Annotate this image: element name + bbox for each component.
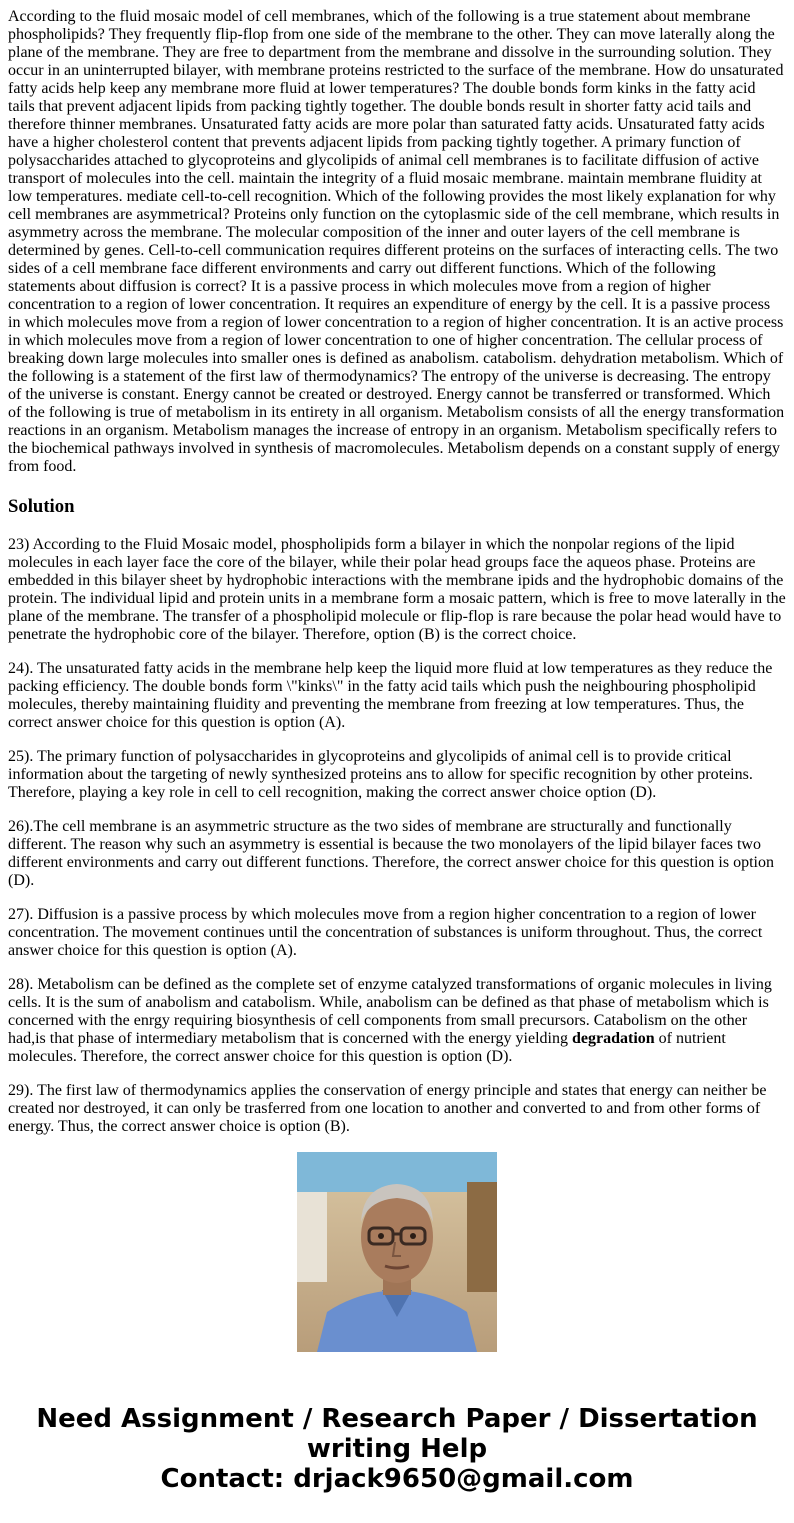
ad-line-1: Need Assignment / Research Paper / Dissertation <box>36 1404 758 1434</box>
answer-29: 29). The first law of thermodynamics applies the conservation of energy principle and states that energy can neither be created nor destroyed, it can only be trasferred from one location to another and converted to and from other forms of energy. Thus, the correct answer choice is option (B). <box>8 1082 767 1135</box>
document-body <box>8 8 786 1135</box>
answer-27: 27). Diffusion is a passive process by which molecules move from a region higher concentration to a region of lower concentration. The movement continues until the concentration of substances is uniform throughout. Thus, the correct answer choice for this question is option (A). <box>8 906 763 959</box>
answer-26: 26).The cell membrane is an asymmetric structure as the two sides of membrane are structurally and functionally different. The reason why such an asymmetry is essential is because the two monolayers of the lipid bilayer faces two different environments and carry out different functions. Therefore, the correct answer choice for this question is option (D). <box>8 818 774 889</box>
solution-heading: Solution <box>8 496 75 517</box>
answer-25: 25). The primary function of polysaccharides in glycoproteins and glycolipids of animal cell is to provide critical information about the targeting of newly synthesized proteins ans to allow for specific recognition by other proteins. Therefore, playing a key role in cell to cell recognition, making the correct answer choice option (D). <box>8 748 753 801</box>
ad-block <box>0 1152 794 1494</box>
ad-text <box>0 1404 794 1494</box>
answer-28-bold: degradation <box>572 1030 655 1047</box>
answer-24: 24). The unsaturated fatty acids in the membrane help keep the liquid more fluid at low temperatures as they reduce the packing efficiency. The double bonds form \"kinks\" in the fatty acid tails which push the neighbouring phospholipid molecules, thereby maintaining fluidity and preventing the membrane from freezing at low temperatures. Thus, the correct answer choice for this question is option (A). <box>8 660 773 731</box>
ad-contact: Contact: drjack9650@gmail.com <box>160 1464 634 1494</box>
answer-28 <box>8 976 786 1066</box>
avatar <box>297 1152 497 1352</box>
answer-28-text-end: of nutrient molecules. Therefore, the correct answer choice for this question is option (D). <box>8 1030 726 1065</box>
answer-28-text: 28). Metabolism can be defined as the complete set of enzyme catalyzed transformations of organic molecules in living cells. It is the sum of anabolism and catabolism. While, anabolism can be defined as that phase of metabolism which is concerned with the enrgy requiring biosynthesis of cell components from small precursors. Catabolism on the other had,is that phase of intermediary metabolism that is concerned with the energy yielding <box>8 976 772 1047</box>
answer-23: 23) According to the Fluid Mosaic model, phospholipids form a bilayer in which the nonpolar regions of the lipid molecules in each layer face the core of the bilayer, while their polar head groups face the aqueos phase. Proteins are embedded in this bilayer sheet by hydrophobic interactions with the membrane ipids and the hydrophobic domains of the protein. The individual lipid and protein units in a membrane form a mosaic pattern, which is free to move laterally in the plane of the membrane. The transfer of a phospholipid molecule or flip-flop is rare because the polar head would have to penetrate the hydrophobic core of the bilayer. Therefore, option (B) is the correct choice. <box>8 536 786 643</box>
ad-line-2: writing Help <box>306 1434 488 1464</box>
person-photo-icon <box>297 1152 497 1352</box>
question-text: According to the fluid mosaic model of cell membranes, which of the following is a true statement about membrane phospholipids? They frequently flip-flop from one side of the membrane to the other. They can move laterally along the plane of the membrane. They are free to department from the membrane and dissolve in the surrounding solution. They occur in an uninterrupted bilayer, with membrane proteins restricted to the surface of the membrane. How do unsaturated fatty acids help keep any membrane more fluid at lower temperatures? The double bonds form kinks in the fatty acid tails that prevent adjacent lipids from packing tightly together. The double bonds result in shorter fatty acid tails and therefore thinner membranes. Unsaturated fatty acids are more polar than saturated fatty acids. Unsaturated fatty acids have a higher cholesterol content that prevents adjacent lipids from packing tightly together. A primary function of polysaccharides attached to glycoproteins and glycolipids of animal cell membranes is to facilitate diffusion of active transport of molecules into the cell. maintain the integrity of a fluid mosaic membrane. maintain membrane fluidity at low temperatures. mediate cell-to-cell recognition. Which of the following provides the most likely explanation for why cell membranes are asymmetrical? Proteins only function on the cytoplasmic side of the cell membrane, which results in asymmetry across the membrane. The molecular composition of the inner and outer layers of the cell membrane is determined by genes. Cell-to-cell communication requires different proteins on the surfaces of interacting cells. The two sides of a cell membrane face different environments and carry out different functions. Which of the following statements about diffusion is correct? It is a passive process in which molecules move from a region of higher concentration to a region of lower concentration. It requires an expenditure of energy by the cell. It is a passive process in which molecules move from a region of lower concentration to a region of higher concentration. It is an active process in which molecules move from a region of lower concentration to one of higher concentration. The cellular process of breaking down large molecules into smaller ones is defined as anabolism. catabolism. dehydration metabolism. Which of the following is a statement of the first law of thermodynamics? The entropy of the universe is decreasing. The entropy of the universe is constant. Energy cannot be created or destroyed. Energy cannot be transferred or transformed. Which of the following is true of metabolism in its entirety in all organism. Metabolism consists of all the energy transformation reactions in an organism. Metabolism manages the increase of entropy in an organism. Metabolism specifically refers to the biochemical pathways involved in synthesis of macromolecules. Metabolism depends on a constant supply of energy from food. <box>8 8 785 475</box>
